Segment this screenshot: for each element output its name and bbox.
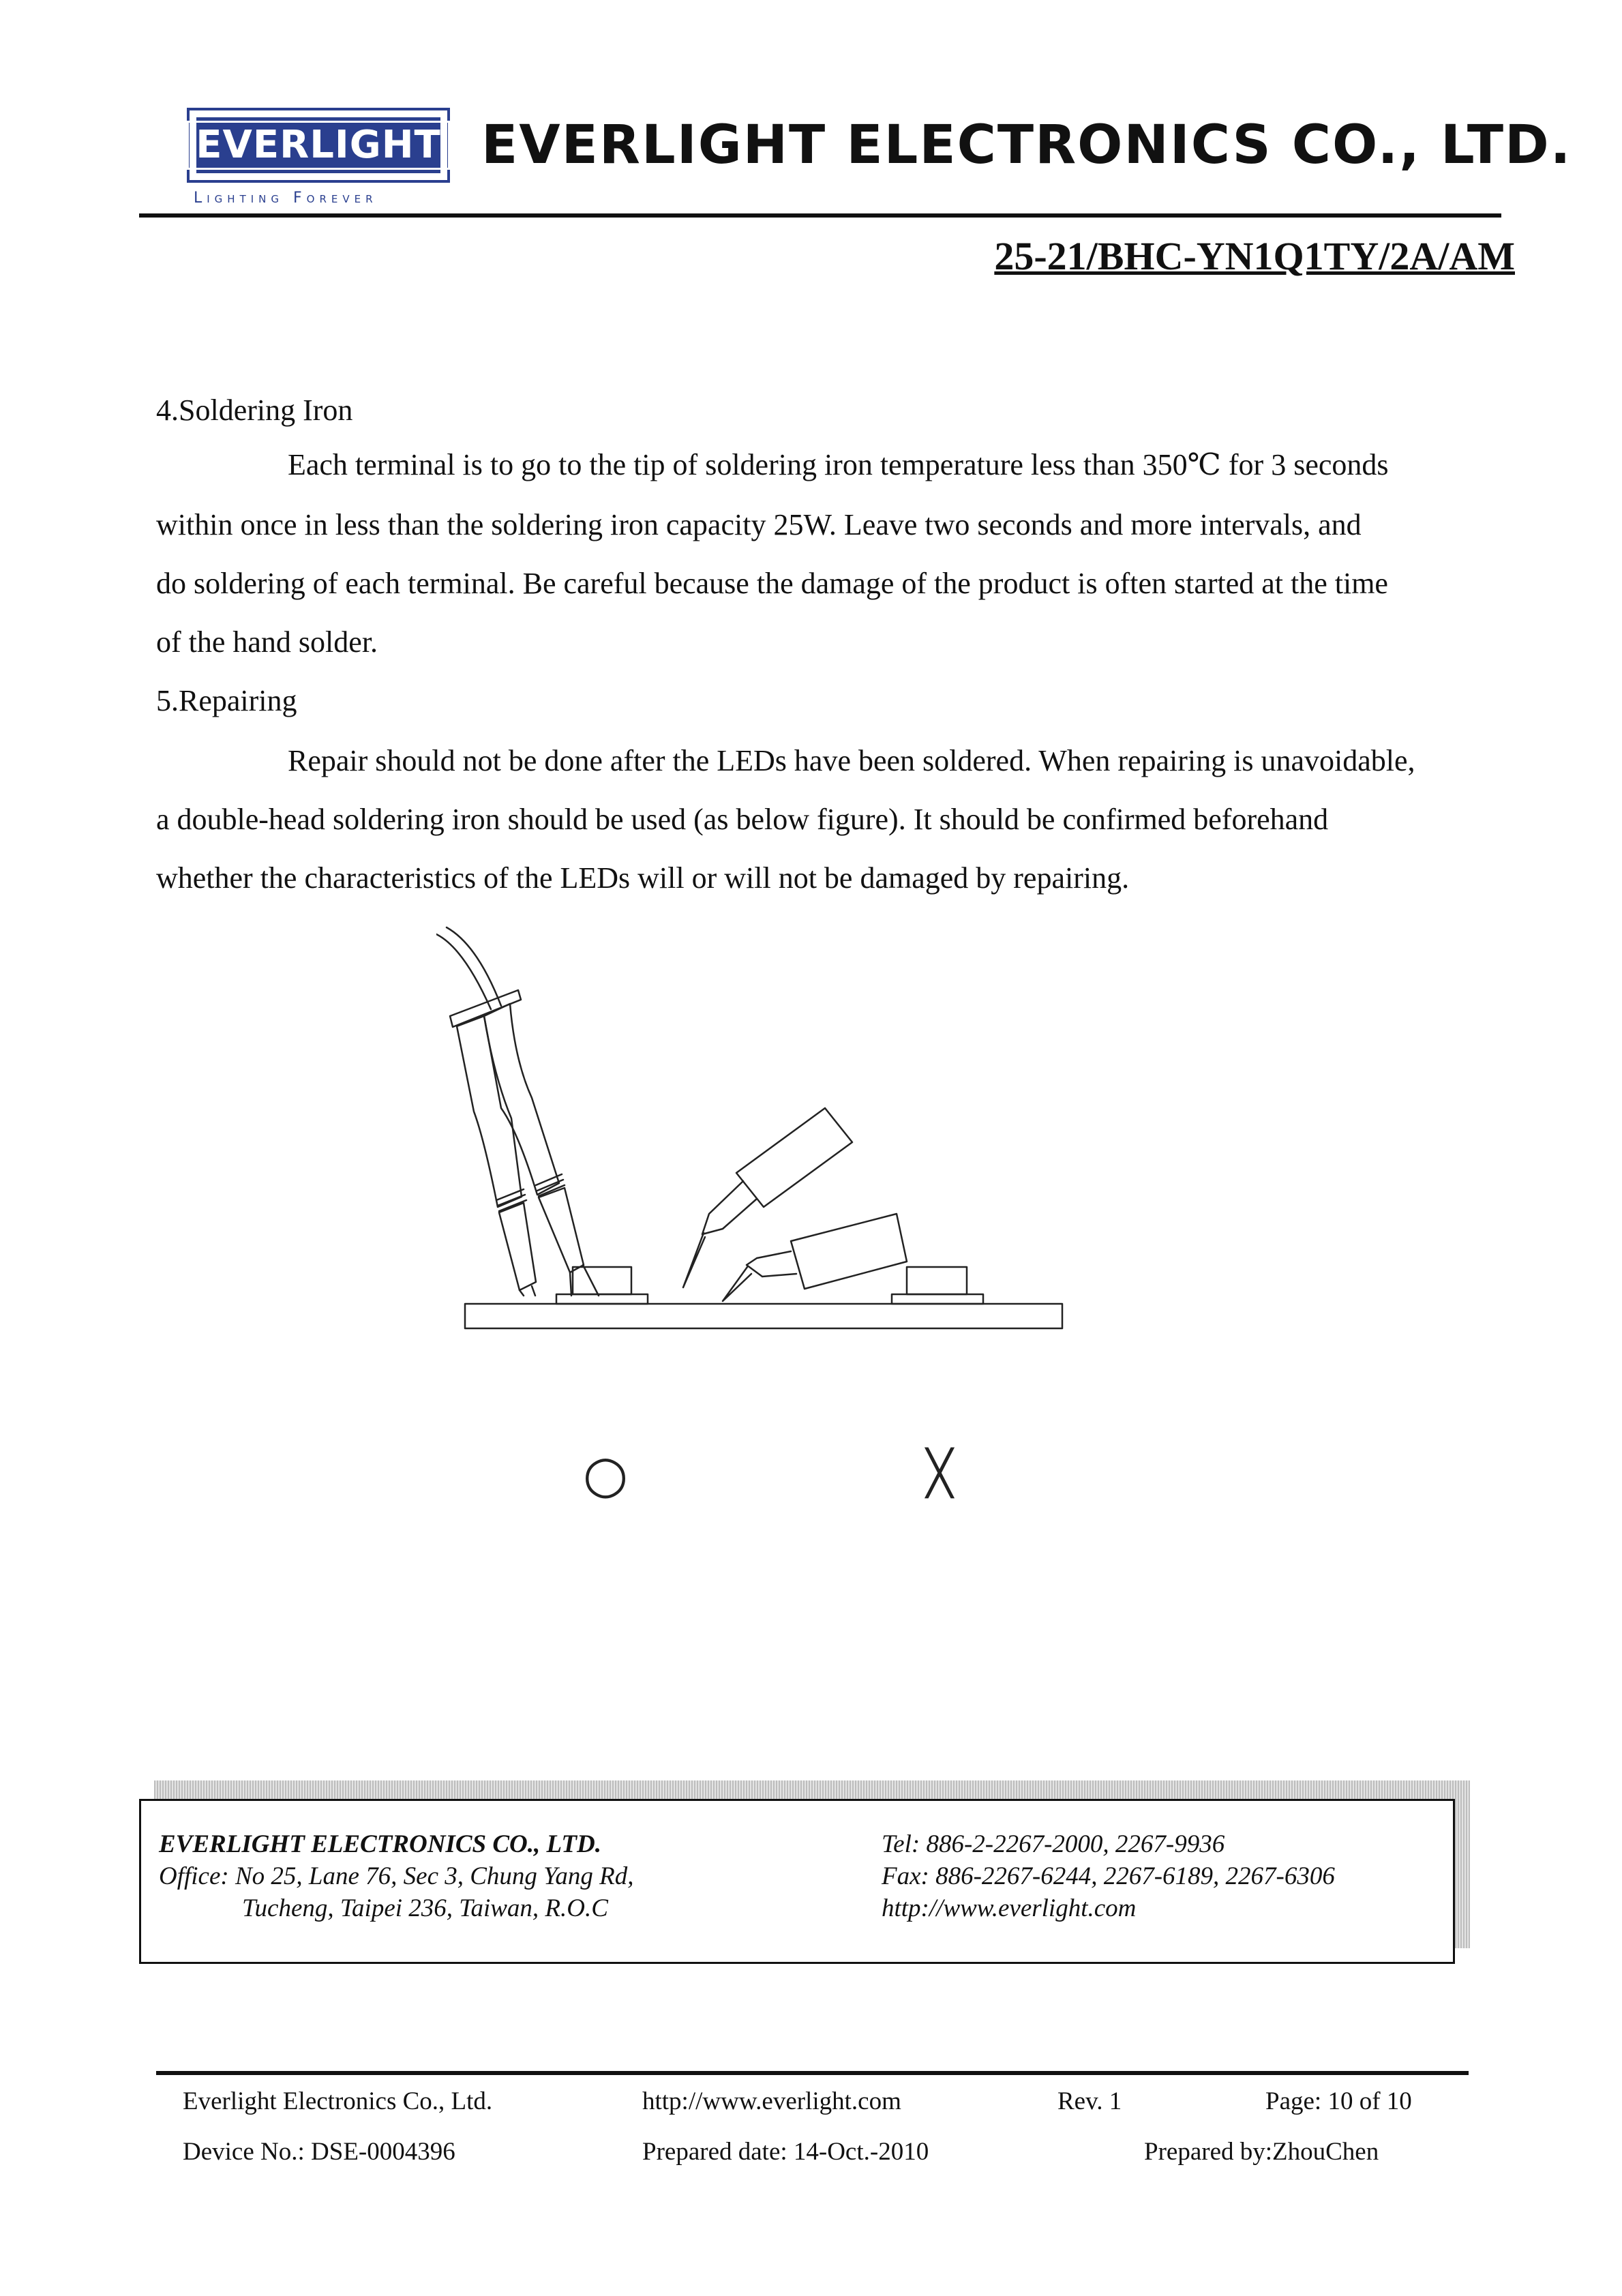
repair-figure-drawing [436, 914, 1091, 1527]
footer-url[interactable]: http://www.everlight.com [642, 2087, 901, 2115]
paragraph-line: Each terminal is to go to the tip of soldering iron temperature less than 350℃ for 3 seconds [288, 448, 1389, 481]
iron-tip-lower [723, 1267, 751, 1301]
iron-handle-upper [736, 1108, 852, 1207]
iron-shaft-lower [747, 1251, 796, 1277]
footer-device-number: Device No.: DSE-0004396 [183, 2138, 455, 2166]
pcb-board [465, 1304, 1062, 1328]
logo-inner [196, 117, 440, 173]
footer-prepared-date: Prepared date: 14-Oct.-2010 [642, 2138, 929, 2166]
section-heading-soldering-iron: 4.Soldering Iron [156, 393, 353, 427]
section-heading-repairing: 5.Repairing [156, 684, 297, 717]
footer-prepared-by: Prepared by:ZhouChen [1144, 2138, 1379, 2166]
logo-plate [187, 108, 450, 183]
good-mark: ○ [582, 1444, 629, 1504]
contact-fax: Fax: 886-2267-6244, 2267-6189, 2267-6306 [882, 1862, 1335, 1890]
footer-revision: Rev. 1 [1057, 2087, 1122, 2115]
logo-wordmark: EVERLIGHT [187, 121, 450, 170]
iron-cable [447, 927, 501, 1006]
tweezer-point [520, 1265, 599, 1296]
contact-box [139, 1799, 1455, 1964]
led-pad-right [892, 1294, 983, 1304]
paragraph-line: whether the characteristics of the LEDs will or will not be damaged by repairing. [156, 861, 1130, 895]
paragraph-line: of the hand solder. [156, 625, 378, 659]
repair-figure [436, 914, 1091, 1527]
tweezer-arm-right [484, 1004, 559, 1195]
footer-divider [156, 2071, 1469, 2075]
footer-company: Everlight Electronics Co., Ltd. [183, 2087, 493, 2115]
bad-mark: ╳ [926, 1448, 953, 1499]
logo-tagline: Lighting Forever [194, 190, 378, 207]
led-body-right [907, 1267, 967, 1294]
paragraph-line: a double-head soldering iron should be used (as below figure). It should be confirmed beforehand [156, 803, 1329, 836]
footer-page-number: Page: 10 of 10 [1265, 2087, 1412, 2115]
led-pad-left [556, 1294, 648, 1304]
company-logo [187, 108, 451, 207]
contact-tel: Tel: 886-2-2267-2000, 2267-9936 [882, 1830, 1225, 1858]
tweezer-tip-right [539, 1188, 584, 1272]
iron-cable [436, 934, 491, 1009]
contact-website[interactable]: http://www.everlight.com [882, 1894, 1137, 1922]
tweezer-tip-left [499, 1203, 536, 1290]
paragraph-line: within once in less than the soldering iron capacity 25W. Leave two seconds and more intervals, and [156, 508, 1362, 541]
led-body-left [573, 1267, 631, 1294]
iron-handle-lower [791, 1214, 907, 1289]
iron-tip-upper [683, 1233, 705, 1287]
part-number: 25-21/BHC-YN1Q1TY/2A/AM [994, 234, 1515, 278]
contact-office-line1: Office: No 25, Lane 76, Sec 3, Chung Yang Rd, [159, 1862, 634, 1890]
contact-company: EVERLIGHT ELECTRONICS CO., LTD. [159, 1830, 601, 1858]
paragraph-line: Repair should not be done after the LEDs have been soldered. When repairing is unavoidable, [288, 744, 1415, 777]
company-title: EVERLIGHT ELECTRONICS CO., LTD. [481, 115, 1572, 176]
header-divider [139, 213, 1501, 218]
paragraph-line: do soldering of each terminal. Be careful because the damage of the product is often started at the time [156, 567, 1388, 600]
contact-office-line2: Tucheng, Taipei 236, Taiwan, R.O.C [242, 1894, 608, 1922]
